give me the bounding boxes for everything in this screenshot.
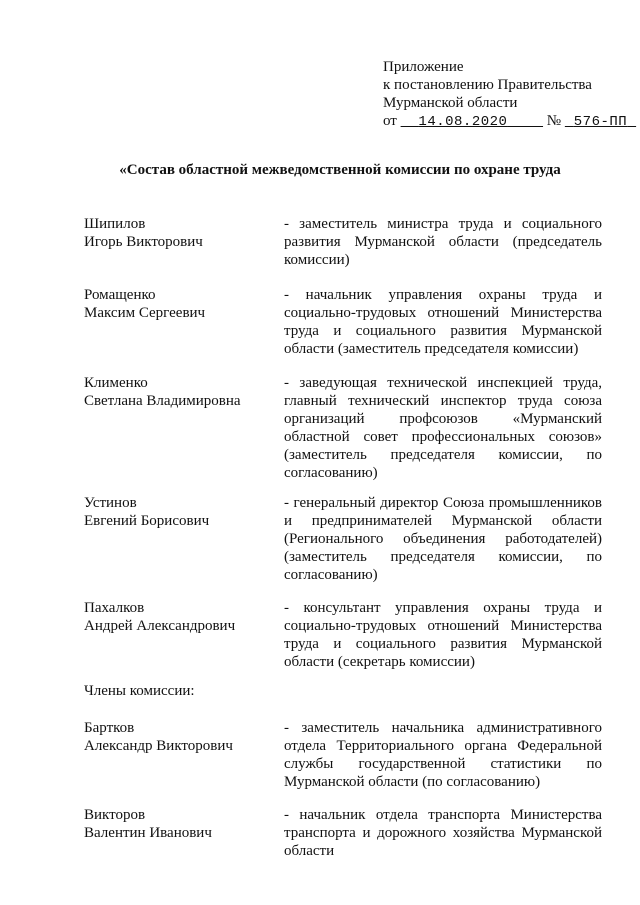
position-description: - генеральный директор Союза промышленников и предпринимателей Мурманской области (Регионального объединения работодателей) (заместитель председателя комиссии, по согласованию) xyxy=(284,495,602,583)
given-names: Валентин Иванович xyxy=(84,825,212,841)
person-name xyxy=(84,599,274,635)
position-description: - начальник отдела транспорта Министерства транспорта и дорожного хозяйства Мурманской области xyxy=(284,807,602,859)
surname: Устинов xyxy=(84,495,137,511)
person-name xyxy=(84,806,274,842)
position-description: - начальник управления охраны труда и социально-трудовых отношений Министерства труда и социального развития Мурманской области (заместитель председателя комиссии) xyxy=(284,287,602,357)
surname: Клименко xyxy=(84,375,148,391)
number-prefix: № xyxy=(546,113,562,129)
given-names: Игорь Викторович xyxy=(84,234,203,250)
given-names: Светлана Владимировна xyxy=(84,393,241,409)
appendix-date-line xyxy=(383,112,628,131)
appendix-line-2: к постановлению Правительства xyxy=(383,77,592,93)
person-name xyxy=(84,286,274,322)
surname: Викторов xyxy=(84,807,146,823)
position-description: - заведующая технической инспекцией труда, главный технический инспектор труда союза организаций профсоюзов «Мурманский областной совет профессиональных союзов» (заместитель председателя комиссии, по согласованию) xyxy=(284,375,602,481)
position-description: - заместитель министра труда и социального развития Мурманской области (председатель комиссии) xyxy=(284,216,602,268)
surname: Ромащенко xyxy=(84,287,156,303)
document-number: 576-ПП xyxy=(573,114,628,130)
date-prefix: от xyxy=(383,113,397,129)
position-description: - заместитель начальника административного отдела Территориального органа Федеральной службы государственной статистики по Мурманской области (по согласованию) xyxy=(284,720,602,790)
appendix-block xyxy=(383,58,628,131)
members-heading: Члены комиссии: xyxy=(84,683,195,699)
document-date: 14.08.2020 xyxy=(418,114,508,130)
document-title: «Состав областной межведомственной комиссии по охране труда xyxy=(119,162,561,178)
surname: Пахалков xyxy=(84,600,145,616)
given-names: Александр Викторович xyxy=(84,738,233,754)
appendix-line-1: Приложение xyxy=(383,59,464,75)
surname: Шипилов xyxy=(84,216,146,232)
position-description: - консультант управления охраны труда и социально-трудовых отношений Министерства труда и социального развития Мурманской области (секретарь комиссии) xyxy=(284,600,602,670)
person-name xyxy=(84,215,274,251)
given-names: Андрей Александрович xyxy=(84,618,236,634)
appendix-line-3: Мурманской области xyxy=(383,95,518,111)
given-names: Максим Сергеевич xyxy=(84,305,206,321)
person-name xyxy=(84,494,274,530)
given-names: Евгений Борисович xyxy=(84,513,210,529)
surname: Бартков xyxy=(84,720,135,736)
person-name xyxy=(84,374,274,410)
person-name xyxy=(84,719,274,755)
